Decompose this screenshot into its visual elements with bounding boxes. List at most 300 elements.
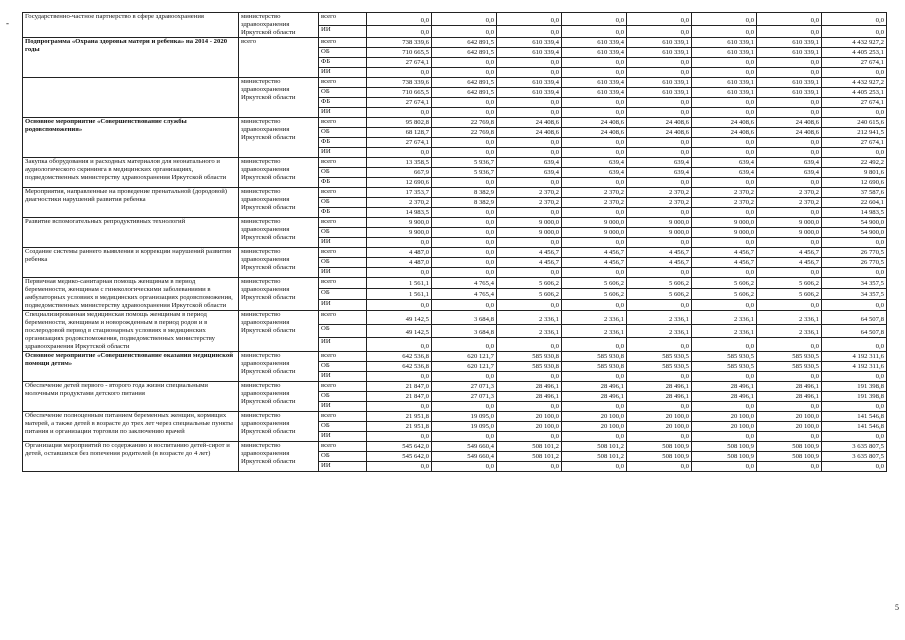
amount-cell: 0,0 <box>497 372 562 382</box>
funding-source-cell: ФБ <box>319 178 367 188</box>
table-row <box>23 352 887 362</box>
amount-cell: 24 408,6 <box>497 128 562 138</box>
amount-cell: 0,0 <box>562 402 627 412</box>
amount-cell: 738 339,6 <box>367 78 432 88</box>
amount-cell: 639,4 <box>757 158 822 168</box>
amount-cell: 585 930,8 <box>562 352 627 362</box>
amount-cell: 0,0 <box>692 338 757 352</box>
amount-cell: 0,0 <box>822 300 887 311</box>
amount-cell: 141 546,8 <box>822 412 887 422</box>
amount-cell: 0,0 <box>692 148 757 158</box>
amount-cell: 667,9 <box>367 168 432 178</box>
amount-cell: 0,0 <box>562 98 627 108</box>
amount-cell: 0,0 <box>692 98 757 108</box>
amount-cell: 0,0 <box>497 138 562 148</box>
amount-cell: 0,0 <box>497 178 562 188</box>
amount-cell: 0,0 <box>432 462 497 472</box>
amount-cell: 27 674,1 <box>367 98 432 108</box>
amount-cell: 610 339,4 <box>497 78 562 88</box>
amount-cell: 0,0 <box>562 462 627 472</box>
amount-cell: 0,0 <box>432 148 497 158</box>
amount-cell: 0,0 <box>562 25 627 38</box>
amount-cell: 0,0 <box>367 148 432 158</box>
funding-source-cell: всего <box>319 218 367 228</box>
amount-cell: 0,0 <box>562 13 627 26</box>
funding-source-cell: ОБ <box>319 48 367 58</box>
funding-source-cell: ИИ <box>319 300 367 311</box>
amount-cell: 2 370,2 <box>497 188 562 198</box>
amount-cell: 642 891,5 <box>432 38 497 48</box>
amount-cell: 585 930,5 <box>627 352 692 362</box>
amount-cell: 2 336,1 <box>692 311 757 325</box>
amount-cell: 610 339,4 <box>497 88 562 98</box>
page-number: 5 <box>895 603 899 612</box>
table-row <box>23 118 887 128</box>
funding-source-cell: ФБ <box>319 138 367 148</box>
responsible-executor-cell: министерство здравоохранения Иркутской области <box>239 352 319 382</box>
amount-cell: 620 121,7 <box>432 362 497 372</box>
amount-cell: 4 405 253,1 <box>822 48 887 58</box>
amount-cell: 545 642,0 <box>367 442 432 452</box>
amount-cell: 0,0 <box>822 268 887 278</box>
amount-cell: 0,0 <box>432 432 497 442</box>
amount-cell: 9 000,0 <box>497 218 562 228</box>
amount-cell: 508 101,2 <box>497 442 562 452</box>
amount-cell: 0,0 <box>497 238 562 248</box>
funding-source-cell: всего <box>319 248 367 258</box>
amount-cell: 610 339,1 <box>627 38 692 48</box>
amount-cell: 9 000,0 <box>497 228 562 238</box>
amount-cell: 4 765,4 <box>432 278 497 289</box>
amount-cell: 0,0 <box>822 432 887 442</box>
amount-cell: 0,0 <box>627 58 692 68</box>
amount-cell: 20 100,0 <box>692 422 757 432</box>
amount-cell: 610 339,4 <box>562 78 627 88</box>
amount-cell: 0,0 <box>432 138 497 148</box>
funding-source-cell: ИИ <box>319 268 367 278</box>
responsible-executor-cell: министерство здравоохранения Иркутской области <box>239 311 319 352</box>
amount-cell: 0,0 <box>432 402 497 412</box>
amount-cell: 0,0 <box>562 432 627 442</box>
table-row <box>23 78 887 88</box>
amount-cell: 0,0 <box>757 208 822 218</box>
amount-cell: 0,0 <box>367 338 432 352</box>
amount-cell: 0,0 <box>497 462 562 472</box>
funding-source-cell: ОБ <box>319 198 367 208</box>
amount-cell: 9 900,0 <box>367 218 432 228</box>
activity-name-cell: Закупка оборудования и расходных материалов для неонатального и аудиологического скрининга в медицинских организациях, подведомственных министерству здравоохранения Иркутской области <box>23 158 239 188</box>
funding-source-cell: ОБ <box>319 324 367 338</box>
responsible-executor-cell: министерство здравоохранения Иркутской области <box>239 13 319 38</box>
amount-cell: 8 382,9 <box>432 198 497 208</box>
funding-source-cell: ОБ <box>319 452 367 462</box>
amount-cell: 1 561,1 <box>367 278 432 289</box>
amount-cell: 20 100,0 <box>692 412 757 422</box>
amount-cell: 0,0 <box>627 108 692 118</box>
amount-cell: 4 456,7 <box>692 248 757 258</box>
amount-cell: 0,0 <box>692 402 757 412</box>
amount-cell: 0,0 <box>367 300 432 311</box>
amount-cell: 22 769,8 <box>432 118 497 128</box>
amount-cell: 0,0 <box>822 338 887 352</box>
amount-cell: 0,0 <box>497 148 562 158</box>
amount-cell: 639,4 <box>757 168 822 178</box>
amount-cell: 0,0 <box>562 178 627 188</box>
amount-cell: 0,0 <box>627 148 692 158</box>
amount-cell: 2 336,1 <box>692 324 757 338</box>
amount-cell: 639,4 <box>497 168 562 178</box>
amount-cell: 2 370,2 <box>367 198 432 208</box>
margin-mark: - <box>6 18 9 28</box>
amount-cell: 0,0 <box>627 238 692 248</box>
amount-cell: 0,0 <box>562 108 627 118</box>
funding-source-cell: ОБ <box>319 258 367 268</box>
amount-cell: 642 891,5 <box>432 48 497 58</box>
amount-cell: 0,0 <box>562 208 627 218</box>
amount-cell: 0,0 <box>692 178 757 188</box>
amount-cell: 240 615,6 <box>822 118 887 128</box>
amount-cell: 2 370,2 <box>692 198 757 208</box>
responsible-executor-cell: министерство здравоохранения Иркутской области <box>239 158 319 188</box>
amount-cell: 5 606,2 <box>627 289 692 300</box>
amount-cell: 0,0 <box>757 138 822 148</box>
amount-cell: 4 456,7 <box>627 258 692 268</box>
funding-source-cell: ОБ <box>319 362 367 372</box>
activity-name-cell: Основное мероприятие «Совершенствование службы родовспоможения» <box>23 118 239 158</box>
amount-cell: 710 665,5 <box>367 88 432 98</box>
amount-cell: 0,0 <box>432 58 497 68</box>
amount-cell: 4 456,7 <box>497 258 562 268</box>
amount-cell: 0,0 <box>692 138 757 148</box>
amount-cell: 0,0 <box>367 372 432 382</box>
amount-cell: 0,0 <box>627 268 692 278</box>
amount-cell: 0,0 <box>497 68 562 78</box>
amount-cell: 28 496,1 <box>562 382 627 392</box>
amount-cell: 0,0 <box>692 68 757 78</box>
funding-source-cell: ОБ <box>319 168 367 178</box>
amount-cell: 738 339,6 <box>367 38 432 48</box>
responsible-executor-cell: министерство здравоохранения Иркутской области <box>239 278 319 311</box>
amount-cell: 27 674,1 <box>822 98 887 108</box>
amount-cell: 2 370,2 <box>692 188 757 198</box>
amount-cell: 585 930,5 <box>692 362 757 372</box>
funding-source-cell: ФБ <box>319 58 367 68</box>
responsible-executor-cell: министерство здравоохранения Иркутской области <box>239 188 319 218</box>
amount-cell: 28 496,1 <box>497 392 562 402</box>
amount-cell: 24 408,6 <box>497 118 562 128</box>
funding-source-cell: всего <box>319 78 367 88</box>
amount-cell: 0,0 <box>497 402 562 412</box>
amount-cell: 0,0 <box>432 13 497 26</box>
activity-name-cell: Развитие вспомогательных репродуктивных технологий <box>23 218 239 248</box>
amount-cell: 0,0 <box>562 148 627 158</box>
amount-cell: 19 095,0 <box>432 422 497 432</box>
amount-cell: 0,0 <box>432 372 497 382</box>
amount-cell: 54 900,0 <box>822 228 887 238</box>
amount-cell: 22 492,2 <box>822 158 887 168</box>
amount-cell: 0,0 <box>627 178 692 188</box>
amount-cell: 0,0 <box>562 300 627 311</box>
amount-cell: 22 769,8 <box>432 128 497 138</box>
amount-cell: 3 635 807,5 <box>822 442 887 452</box>
amount-cell: 0,0 <box>432 108 497 118</box>
funding-source-cell: ОБ <box>319 128 367 138</box>
amount-cell: 0,0 <box>367 432 432 442</box>
amount-cell: 610 339,4 <box>497 48 562 58</box>
amount-cell: 0,0 <box>692 208 757 218</box>
amount-cell: 3 684,8 <box>432 311 497 325</box>
amount-cell: 24 408,6 <box>627 128 692 138</box>
amount-cell: 9 000,0 <box>627 218 692 228</box>
amount-cell: 24 408,6 <box>562 128 627 138</box>
amount-cell: 0,0 <box>692 108 757 118</box>
amount-cell: 610 339,1 <box>627 78 692 88</box>
amount-cell: 12 690,6 <box>367 178 432 188</box>
amount-cell: 610 339,1 <box>692 78 757 88</box>
amount-cell: 64 507,8 <box>822 311 887 325</box>
amount-cell: 642 891,5 <box>432 88 497 98</box>
amount-cell: 4 487,0 <box>367 248 432 258</box>
amount-cell: 0,0 <box>627 138 692 148</box>
amount-cell: 0,0 <box>757 338 822 352</box>
amount-cell: 0,0 <box>367 268 432 278</box>
amount-cell: 0,0 <box>627 372 692 382</box>
amount-cell: 191 398,8 <box>822 392 887 402</box>
funding-source-cell: ОБ <box>319 289 367 300</box>
amount-cell: 26 770,5 <box>822 258 887 268</box>
amount-cell: 5 606,2 <box>562 278 627 289</box>
amount-cell: 20 100,0 <box>757 422 822 432</box>
table-row <box>23 38 887 48</box>
amount-cell: 0,0 <box>627 13 692 26</box>
amount-cell: 642 891,5 <box>432 78 497 88</box>
activity-name-cell: Организация мероприятий по содержанию и воспитанию детей-сирот и детей, оставшихся без попечения родителей (в возрасте до 4 лет) <box>23 442 239 472</box>
table-row <box>23 188 887 198</box>
amount-cell: 14 983,5 <box>367 208 432 218</box>
amount-cell: 0,0 <box>822 148 887 158</box>
responsible-executor-cell: министерство здравоохранения Иркутской области <box>239 442 319 472</box>
amount-cell: 2 370,2 <box>497 198 562 208</box>
amount-cell: 610 339,4 <box>497 38 562 48</box>
amount-cell: 0,0 <box>627 402 692 412</box>
amount-cell: 0,0 <box>497 432 562 442</box>
table-row <box>23 412 887 422</box>
funding-source-cell: ОБ <box>319 392 367 402</box>
funding-source-cell: ИИ <box>319 372 367 382</box>
amount-cell: 9 801,6 <box>822 168 887 178</box>
amount-cell: 24 408,6 <box>692 118 757 128</box>
amount-cell: 639,4 <box>627 168 692 178</box>
amount-cell: 610 339,1 <box>692 88 757 98</box>
amount-cell: 0,0 <box>367 25 432 38</box>
amount-cell: 0,0 <box>367 13 432 26</box>
amount-cell: 549 660,4 <box>432 452 497 462</box>
funding-source-cell: ИИ <box>319 338 367 352</box>
amount-cell: 4 456,7 <box>757 258 822 268</box>
funding-source-cell: всего <box>319 38 367 48</box>
amount-cell: 20 100,0 <box>497 412 562 422</box>
amount-cell: 20 100,0 <box>562 412 627 422</box>
amount-cell: 0,0 <box>692 372 757 382</box>
amount-cell: 0,0 <box>562 268 627 278</box>
funding-source-cell: всего <box>319 13 367 26</box>
amount-cell: 5 606,2 <box>692 278 757 289</box>
activity-name-cell: Первичная медико-санитарная помощь женщинам в период беременности, женщинам с гинекологическими заболеваниями в амбулаторных условиях в медицинских организациях родовспоможения, подведомственных министерству здравоохранения Иркутской области <box>23 278 239 311</box>
amount-cell: 2 336,1 <box>627 324 692 338</box>
funding-source-cell: ИИ <box>319 432 367 442</box>
amount-cell: 508 100,9 <box>692 452 757 462</box>
amount-cell: 610 339,4 <box>562 38 627 48</box>
amount-cell: 20 100,0 <box>627 422 692 432</box>
amount-cell: 26 770,5 <box>822 248 887 258</box>
table-row <box>23 442 887 452</box>
amount-cell: 2 336,1 <box>562 324 627 338</box>
amount-cell: 508 101,2 <box>497 452 562 462</box>
amount-cell: 191 398,8 <box>822 382 887 392</box>
amount-cell: 4 456,7 <box>757 248 822 258</box>
amount-cell: 710 665,5 <box>367 48 432 58</box>
activity-name-cell: Специализированная медицинская помощь женщинам в период беременности, женщинам и новорожденным в период родов и в послеродовой период в стационарных условиях в медицинских организациях родовспоможения, подведомственных министерству здравоохранения Иркутской области <box>23 311 239 352</box>
amount-cell: 0,0 <box>627 432 692 442</box>
amount-cell: 620 121,7 <box>432 352 497 362</box>
funding-source-cell: всего <box>319 352 367 362</box>
amount-cell: 0,0 <box>562 338 627 352</box>
amount-cell: 21 847,0 <box>367 382 432 392</box>
amount-cell: 0,0 <box>692 462 757 472</box>
amount-cell: 0,0 <box>367 68 432 78</box>
amount-cell: 4 192 311,6 <box>822 362 887 372</box>
amount-cell: 37 587,6 <box>822 188 887 198</box>
funding-source-cell: ИИ <box>319 148 367 158</box>
funding-source-cell: всего <box>319 311 367 325</box>
amount-cell: 0,0 <box>627 462 692 472</box>
amount-cell: 0,0 <box>432 238 497 248</box>
activity-name-cell: Обеспечение полноценным питанием беременных женщин, кормящих матерей, а также детей в возрасте до трех лет через специальные пункты питания и организации торговли по заключению врачей <box>23 412 239 442</box>
amount-cell: 8 382,9 <box>432 188 497 198</box>
activity-name-cell: Основное мероприятие «Совершенствование оказания медицинской помощи детям» <box>23 352 239 382</box>
amount-cell: 5 606,2 <box>692 289 757 300</box>
amount-cell: 639,4 <box>692 158 757 168</box>
amount-cell: 0,0 <box>497 300 562 311</box>
amount-cell: 0,0 <box>822 402 887 412</box>
amount-cell: 0,0 <box>692 13 757 26</box>
funding-source-cell: ИИ <box>319 108 367 118</box>
amount-cell: 0,0 <box>822 372 887 382</box>
table-row <box>23 382 887 392</box>
amount-cell: 4 456,7 <box>562 248 627 258</box>
amount-cell: 610 339,1 <box>757 88 822 98</box>
table-row <box>23 218 887 228</box>
amount-cell: 642 536,8 <box>367 362 432 372</box>
amount-cell: 0,0 <box>432 218 497 228</box>
amount-cell: 24 408,6 <box>562 118 627 128</box>
amount-cell: 4 432 927,2 <box>822 38 887 48</box>
amount-cell: 0,0 <box>822 68 887 78</box>
table-row <box>23 248 887 258</box>
funding-source-cell: ОБ <box>319 228 367 238</box>
amount-cell: 585 930,5 <box>757 362 822 372</box>
amount-cell: 4 456,7 <box>627 248 692 258</box>
amount-cell: 28 496,1 <box>562 392 627 402</box>
amount-cell: 0,0 <box>692 300 757 311</box>
amount-cell: 0,0 <box>822 13 887 26</box>
amount-cell: 2 370,2 <box>627 188 692 198</box>
amount-cell: 5 606,2 <box>497 289 562 300</box>
amount-cell: 2 336,1 <box>562 311 627 325</box>
amount-cell: 508 100,9 <box>692 442 757 452</box>
amount-cell: 20 100,0 <box>627 412 692 422</box>
funding-source-cell: всего <box>319 188 367 198</box>
amount-cell: 4 765,4 <box>432 289 497 300</box>
amount-cell: 13 358,5 <box>367 158 432 168</box>
amount-cell: 2 370,2 <box>757 198 822 208</box>
funding-source-cell: всего <box>319 382 367 392</box>
amount-cell: 610 339,1 <box>692 38 757 48</box>
amount-cell: 508 100,9 <box>627 452 692 462</box>
amount-cell: 0,0 <box>562 138 627 148</box>
funding-source-cell: ФБ <box>319 208 367 218</box>
amount-cell: 585 930,8 <box>497 352 562 362</box>
amount-cell: 639,4 <box>562 158 627 168</box>
amount-cell: 0,0 <box>562 372 627 382</box>
amount-cell: 0,0 <box>432 68 497 78</box>
budget-table-sheet <box>22 12 887 472</box>
table-row <box>23 311 887 325</box>
amount-cell: 639,4 <box>497 158 562 168</box>
amount-cell: 0,0 <box>432 300 497 311</box>
amount-cell: 34 357,5 <box>822 278 887 289</box>
funding-source-cell: всего <box>319 158 367 168</box>
amount-cell: 21 951,8 <box>367 422 432 432</box>
amount-cell: 2 370,2 <box>757 188 822 198</box>
amount-cell: 20 100,0 <box>562 422 627 432</box>
amount-cell: 9 900,0 <box>367 228 432 238</box>
amount-cell: 9 000,0 <box>757 228 822 238</box>
amount-cell: 0,0 <box>497 58 562 68</box>
funding-source-cell: ИИ <box>319 25 367 38</box>
funding-source-cell: всего <box>319 412 367 422</box>
amount-cell: 5 936,7 <box>432 168 497 178</box>
amount-cell: 508 100,9 <box>757 442 822 452</box>
activity-name-cell: Мероприятия, направленные на проведение пренатальной (дородовой) диагностики нарушений развития ребенка <box>23 188 239 218</box>
amount-cell: 0,0 <box>432 208 497 218</box>
amount-cell: 0,0 <box>432 98 497 108</box>
funding-source-cell: ИИ <box>319 402 367 412</box>
amount-cell: 0,0 <box>562 68 627 78</box>
amount-cell: 610 339,4 <box>562 88 627 98</box>
amount-cell: 0,0 <box>432 268 497 278</box>
funding-source-cell: ИИ <box>319 462 367 472</box>
amount-cell: 545 642,0 <box>367 452 432 462</box>
amount-cell: 27 071,3 <box>432 392 497 402</box>
amount-cell: 0,0 <box>757 58 822 68</box>
amount-cell: 585 930,5 <box>692 352 757 362</box>
amount-cell: 0,0 <box>367 238 432 248</box>
amount-cell: 212 941,5 <box>822 128 887 138</box>
amount-cell: 54 900,0 <box>822 218 887 228</box>
amount-cell: 5 606,2 <box>627 278 692 289</box>
amount-cell: 141 546,8 <box>822 422 887 432</box>
amount-cell: 0,0 <box>497 108 562 118</box>
amount-cell: 9 000,0 <box>562 218 627 228</box>
amount-cell: 585 930,5 <box>627 362 692 372</box>
amount-cell: 2 336,1 <box>757 324 822 338</box>
amount-cell: 2 336,1 <box>497 311 562 325</box>
amount-cell: 12 690,6 <box>822 178 887 188</box>
amount-cell: 17 353,7 <box>367 188 432 198</box>
amount-cell: 0,0 <box>757 432 822 442</box>
amount-cell: 0,0 <box>757 13 822 26</box>
